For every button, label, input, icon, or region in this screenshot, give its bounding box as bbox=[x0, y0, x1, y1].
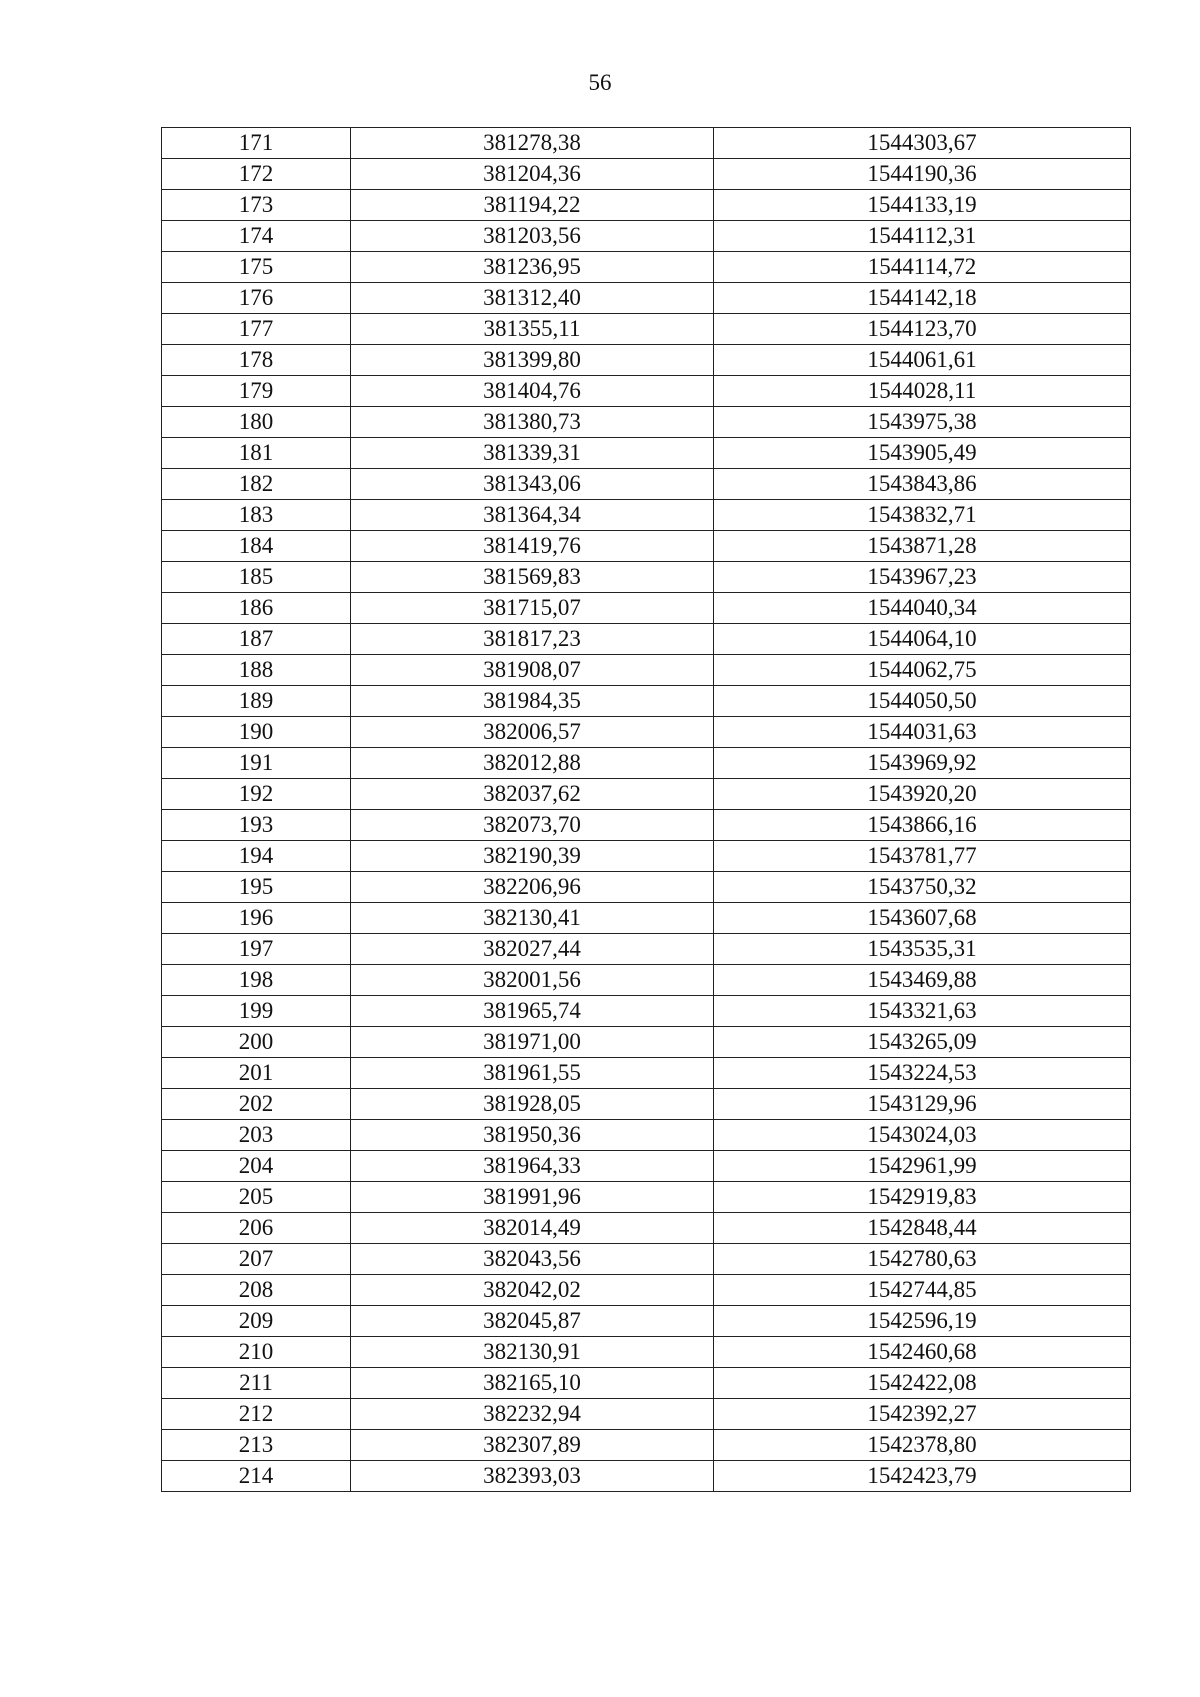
x-coordinate-cell: 381236,95 bbox=[351, 252, 714, 283]
y-coordinate-cell: 1542392,27 bbox=[714, 1399, 1131, 1430]
y-coordinate-cell: 1543905,49 bbox=[714, 438, 1131, 469]
point-number-cell: 195 bbox=[162, 872, 351, 903]
table-row bbox=[162, 376, 1131, 407]
x-coordinate-cell: 381961,55 bbox=[351, 1058, 714, 1089]
y-coordinate-cell: 1544142,18 bbox=[714, 283, 1131, 314]
y-coordinate-cell: 1543920,20 bbox=[714, 779, 1131, 810]
y-coordinate-cell: 1543843,86 bbox=[714, 469, 1131, 500]
x-coordinate-cell: 382165,10 bbox=[351, 1368, 714, 1399]
point-number-cell: 213 bbox=[162, 1430, 351, 1461]
y-coordinate-cell: 1544190,36 bbox=[714, 159, 1131, 190]
table-row bbox=[162, 624, 1131, 655]
point-number-cell: 187 bbox=[162, 624, 351, 655]
y-coordinate-cell: 1542848,44 bbox=[714, 1213, 1131, 1244]
table-row bbox=[162, 934, 1131, 965]
table-row bbox=[162, 1027, 1131, 1058]
x-coordinate-cell: 382073,70 bbox=[351, 810, 714, 841]
x-coordinate-cell: 381343,06 bbox=[351, 469, 714, 500]
x-coordinate-cell: 382232,94 bbox=[351, 1399, 714, 1430]
x-coordinate-cell: 381964,33 bbox=[351, 1151, 714, 1182]
point-number-cell: 210 bbox=[162, 1337, 351, 1368]
table-row bbox=[162, 903, 1131, 934]
x-coordinate-cell: 381404,76 bbox=[351, 376, 714, 407]
table-row bbox=[162, 779, 1131, 810]
table-row bbox=[162, 128, 1131, 159]
x-coordinate-cell: 381364,34 bbox=[351, 500, 714, 531]
x-coordinate-cell: 381355,11 bbox=[351, 314, 714, 345]
table-row bbox=[162, 562, 1131, 593]
x-coordinate-cell: 381715,07 bbox=[351, 593, 714, 624]
y-coordinate-cell: 1543781,77 bbox=[714, 841, 1131, 872]
table-row bbox=[162, 686, 1131, 717]
y-coordinate-cell: 1543967,23 bbox=[714, 562, 1131, 593]
point-number-cell: 200 bbox=[162, 1027, 351, 1058]
y-coordinate-cell: 1543024,03 bbox=[714, 1120, 1131, 1151]
x-coordinate-cell: 381312,40 bbox=[351, 283, 714, 314]
point-number-cell: 207 bbox=[162, 1244, 351, 1275]
point-number-cell: 193 bbox=[162, 810, 351, 841]
point-number-cell: 183 bbox=[162, 500, 351, 531]
point-number-cell: 181 bbox=[162, 438, 351, 469]
point-number-cell: 204 bbox=[162, 1151, 351, 1182]
x-coordinate-cell: 381569,83 bbox=[351, 562, 714, 593]
point-number-cell: 212 bbox=[162, 1399, 351, 1430]
y-coordinate-cell: 1543469,88 bbox=[714, 965, 1131, 996]
point-number-cell: 206 bbox=[162, 1213, 351, 1244]
y-coordinate-cell: 1543535,31 bbox=[714, 934, 1131, 965]
table-row bbox=[162, 531, 1131, 562]
x-coordinate-cell: 381278,38 bbox=[351, 128, 714, 159]
point-number-cell: 208 bbox=[162, 1275, 351, 1306]
point-number-cell: 214 bbox=[162, 1461, 351, 1492]
coordinates-table-body bbox=[162, 128, 1131, 1492]
y-coordinate-cell: 1544303,67 bbox=[714, 128, 1131, 159]
y-coordinate-cell: 1544040,34 bbox=[714, 593, 1131, 624]
table-row bbox=[162, 1275, 1131, 1306]
x-coordinate-cell: 382001,56 bbox=[351, 965, 714, 996]
point-number-cell: 199 bbox=[162, 996, 351, 1027]
x-coordinate-cell: 381339,31 bbox=[351, 438, 714, 469]
table-row bbox=[162, 748, 1131, 779]
point-number-cell: 191 bbox=[162, 748, 351, 779]
table-row bbox=[162, 159, 1131, 190]
y-coordinate-cell: 1544114,72 bbox=[714, 252, 1131, 283]
x-coordinate-cell: 381965,74 bbox=[351, 996, 714, 1027]
y-coordinate-cell: 1543866,16 bbox=[714, 810, 1131, 841]
y-coordinate-cell: 1543832,71 bbox=[714, 500, 1131, 531]
table-row bbox=[162, 810, 1131, 841]
x-coordinate-cell: 381928,05 bbox=[351, 1089, 714, 1120]
table-row bbox=[162, 1244, 1131, 1275]
table-row bbox=[162, 717, 1131, 748]
table-row bbox=[162, 1399, 1131, 1430]
x-coordinate-cell: 382393,03 bbox=[351, 1461, 714, 1492]
table-row bbox=[162, 1213, 1131, 1244]
y-coordinate-cell: 1543321,63 bbox=[714, 996, 1131, 1027]
coordinates-table bbox=[161, 127, 1131, 1492]
point-number-cell: 184 bbox=[162, 531, 351, 562]
point-number-cell: 173 bbox=[162, 190, 351, 221]
point-number-cell: 205 bbox=[162, 1182, 351, 1213]
x-coordinate-cell: 382130,91 bbox=[351, 1337, 714, 1368]
point-number-cell: 202 bbox=[162, 1089, 351, 1120]
table-row bbox=[162, 345, 1131, 376]
table-row bbox=[162, 407, 1131, 438]
y-coordinate-cell: 1544031,63 bbox=[714, 717, 1131, 748]
table-row bbox=[162, 1120, 1131, 1151]
x-coordinate-cell: 382206,96 bbox=[351, 872, 714, 903]
y-coordinate-cell: 1542596,19 bbox=[714, 1306, 1131, 1337]
point-number-cell: 172 bbox=[162, 159, 351, 190]
x-coordinate-cell: 381380,73 bbox=[351, 407, 714, 438]
y-coordinate-cell: 1544123,70 bbox=[714, 314, 1131, 345]
y-coordinate-cell: 1543224,53 bbox=[714, 1058, 1131, 1089]
table-row bbox=[162, 655, 1131, 686]
x-coordinate-cell: 382190,39 bbox=[351, 841, 714, 872]
x-coordinate-cell: 382014,49 bbox=[351, 1213, 714, 1244]
table-row bbox=[162, 1337, 1131, 1368]
table-row bbox=[162, 593, 1131, 624]
point-number-cell: 201 bbox=[162, 1058, 351, 1089]
point-number-cell: 211 bbox=[162, 1368, 351, 1399]
table-row bbox=[162, 469, 1131, 500]
point-number-cell: 176 bbox=[162, 283, 351, 314]
table-row bbox=[162, 438, 1131, 469]
y-coordinate-cell: 1543265,09 bbox=[714, 1027, 1131, 1058]
point-number-cell: 175 bbox=[162, 252, 351, 283]
point-number-cell: 188 bbox=[162, 655, 351, 686]
point-number-cell: 190 bbox=[162, 717, 351, 748]
y-coordinate-cell: 1543129,96 bbox=[714, 1089, 1131, 1120]
point-number-cell: 196 bbox=[162, 903, 351, 934]
x-coordinate-cell: 381984,35 bbox=[351, 686, 714, 717]
table-row bbox=[162, 1089, 1131, 1120]
x-coordinate-cell: 381817,23 bbox=[351, 624, 714, 655]
y-coordinate-cell: 1543969,92 bbox=[714, 748, 1131, 779]
table-row bbox=[162, 965, 1131, 996]
x-coordinate-cell: 382043,56 bbox=[351, 1244, 714, 1275]
x-coordinate-cell: 382307,89 bbox=[351, 1430, 714, 1461]
table-row bbox=[162, 1306, 1131, 1337]
x-coordinate-cell: 381203,56 bbox=[351, 221, 714, 252]
y-coordinate-cell: 1543750,32 bbox=[714, 872, 1131, 903]
x-coordinate-cell: 381204,36 bbox=[351, 159, 714, 190]
table-row bbox=[162, 1430, 1131, 1461]
x-coordinate-cell: 382006,57 bbox=[351, 717, 714, 748]
x-coordinate-cell: 382130,41 bbox=[351, 903, 714, 934]
table-row bbox=[162, 996, 1131, 1027]
point-number-cell: 194 bbox=[162, 841, 351, 872]
y-coordinate-cell: 1544028,11 bbox=[714, 376, 1131, 407]
y-coordinate-cell: 1544050,50 bbox=[714, 686, 1131, 717]
y-coordinate-cell: 1544061,61 bbox=[714, 345, 1131, 376]
x-coordinate-cell: 382042,02 bbox=[351, 1275, 714, 1306]
table-row bbox=[162, 1151, 1131, 1182]
x-coordinate-cell: 381991,96 bbox=[351, 1182, 714, 1213]
y-coordinate-cell: 1543871,28 bbox=[714, 531, 1131, 562]
table-row bbox=[162, 1182, 1131, 1213]
x-coordinate-cell: 382027,44 bbox=[351, 934, 714, 965]
y-coordinate-cell: 1542422,08 bbox=[714, 1368, 1131, 1399]
table-row bbox=[162, 1368, 1131, 1399]
x-coordinate-cell: 382037,62 bbox=[351, 779, 714, 810]
point-number-cell: 182 bbox=[162, 469, 351, 500]
point-number-cell: 178 bbox=[162, 345, 351, 376]
point-number-cell: 197 bbox=[162, 934, 351, 965]
y-coordinate-cell: 1544064,10 bbox=[714, 624, 1131, 655]
y-coordinate-cell: 1542780,63 bbox=[714, 1244, 1131, 1275]
table-row bbox=[162, 283, 1131, 314]
table-row bbox=[162, 500, 1131, 531]
point-number-cell: 179 bbox=[162, 376, 351, 407]
point-number-cell: 198 bbox=[162, 965, 351, 996]
y-coordinate-cell: 1542961,99 bbox=[714, 1151, 1131, 1182]
point-number-cell: 174 bbox=[162, 221, 351, 252]
table-row bbox=[162, 221, 1131, 252]
y-coordinate-cell: 1542423,79 bbox=[714, 1461, 1131, 1492]
x-coordinate-cell: 381950,36 bbox=[351, 1120, 714, 1151]
table-row bbox=[162, 872, 1131, 903]
y-coordinate-cell: 1543975,38 bbox=[714, 407, 1131, 438]
table-row bbox=[162, 1058, 1131, 1089]
y-coordinate-cell: 1542460,68 bbox=[714, 1337, 1131, 1368]
point-number-cell: 192 bbox=[162, 779, 351, 810]
y-coordinate-cell: 1544062,75 bbox=[714, 655, 1131, 686]
y-coordinate-cell: 1543607,68 bbox=[714, 903, 1131, 934]
y-coordinate-cell: 1544133,19 bbox=[714, 190, 1131, 221]
x-coordinate-cell: 382045,87 bbox=[351, 1306, 714, 1337]
y-coordinate-cell: 1542744,85 bbox=[714, 1275, 1131, 1306]
point-number-cell: 171 bbox=[162, 128, 351, 159]
point-number-cell: 189 bbox=[162, 686, 351, 717]
point-number-cell: 209 bbox=[162, 1306, 351, 1337]
x-coordinate-cell: 381908,07 bbox=[351, 655, 714, 686]
table-row bbox=[162, 252, 1131, 283]
y-coordinate-cell: 1544112,31 bbox=[714, 221, 1131, 252]
table-row bbox=[162, 190, 1131, 221]
point-number-cell: 203 bbox=[162, 1120, 351, 1151]
point-number-cell: 185 bbox=[162, 562, 351, 593]
x-coordinate-cell: 382012,88 bbox=[351, 748, 714, 779]
x-coordinate-cell: 381194,22 bbox=[351, 190, 714, 221]
point-number-cell: 186 bbox=[162, 593, 351, 624]
page-number: 56 bbox=[588, 70, 612, 95]
y-coordinate-cell: 1542919,83 bbox=[714, 1182, 1131, 1213]
x-coordinate-cell: 381399,80 bbox=[351, 345, 714, 376]
point-number-cell: 177 bbox=[162, 314, 351, 345]
table-row bbox=[162, 314, 1131, 345]
y-coordinate-cell: 1542378,80 bbox=[714, 1430, 1131, 1461]
table-row bbox=[162, 841, 1131, 872]
table-row bbox=[162, 1461, 1131, 1492]
x-coordinate-cell: 381419,76 bbox=[351, 531, 714, 562]
point-number-cell: 180 bbox=[162, 407, 351, 438]
x-coordinate-cell: 381971,00 bbox=[351, 1027, 714, 1058]
